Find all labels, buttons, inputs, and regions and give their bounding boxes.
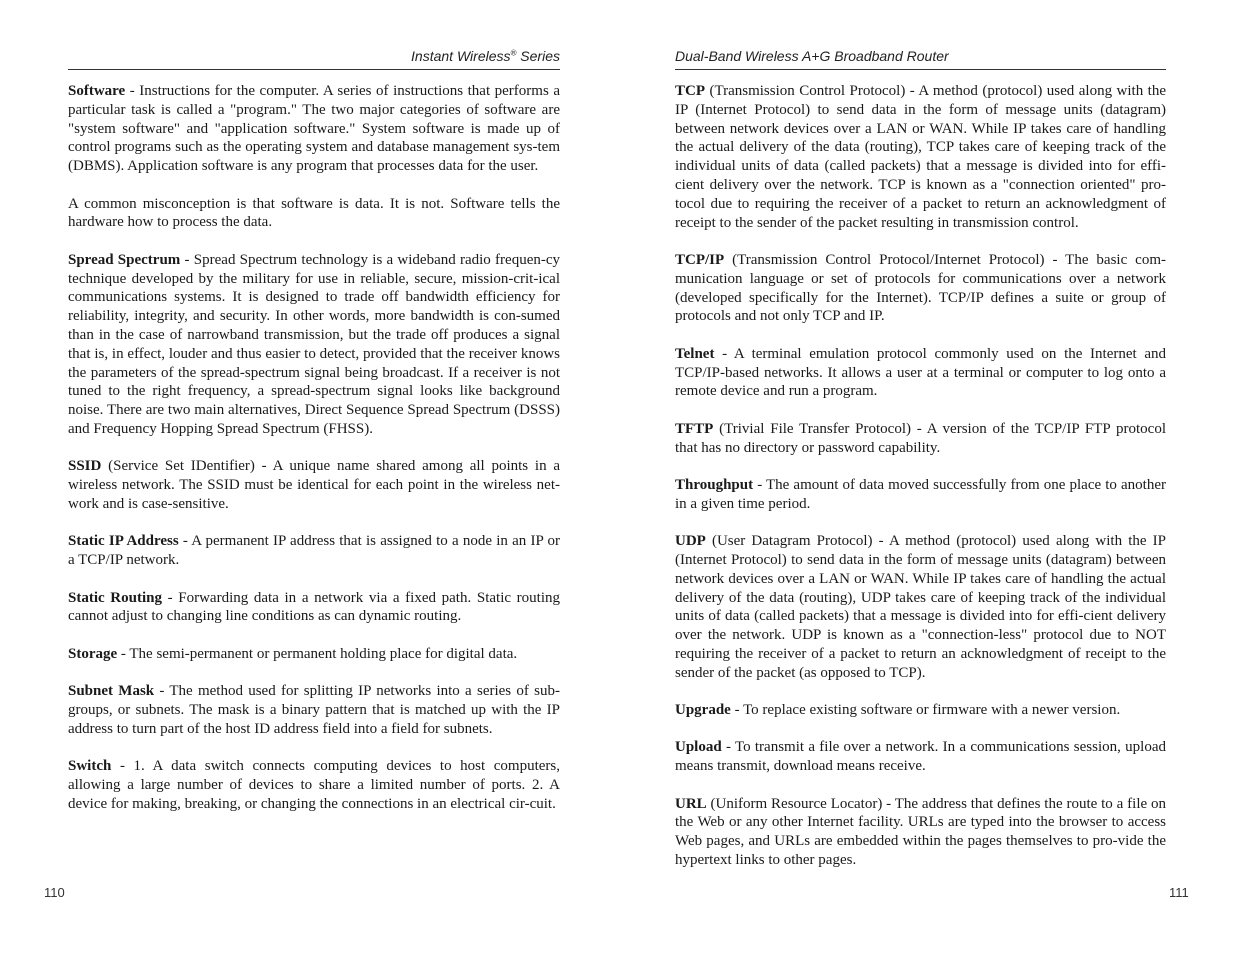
- entry-term: UDP: [675, 533, 706, 550]
- entry-definition: (User Datagram Protocol) - A method (protocol) used along with the IP (Internet Protocol) to send data in the form of message units (datagram) between network devices over a LAN or WAN. While IP takes care of handling the actual delivery of the data (routing), UDP takes care of keeping track of the individual units of data (called packets) that a message is divided into for effi-cient delivery over the network. UDP is known as a "connection-less" protocol due to NOT requiring the receiver of a packet to return an acknowledgment of receipt to the sender of the packet (as opposed to TCP).: [675, 533, 1166, 681]
- glossary-entry-software: [68, 82, 560, 176]
- registered-mark: ®: [510, 48, 517, 58]
- entry-definition: (Service Set IDentifier) - A unique name shared among all points in a wireless network. The SSID must be identical for each point in the wireless net-work and is case-sensitive.: [68, 458, 560, 512]
- glossary-entry-tcp: [675, 82, 1166, 232]
- entry-term: TCP: [675, 83, 705, 99]
- entry-term: Throughput: [675, 476, 754, 493]
- entry-definition: (Trivial File Transfer Protocol) - A version of the TCP/IP FTP protocol that has no directory or password capability.: [675, 420, 1166, 456]
- entry-definition: (Transmission Control Protocol) - A method (protocol) used along with the IP (Internet Protocol) to send data in the form of message units (datagram) between network devices over a LAN or WAN. While IP takes care of handling the actual delivery of the data (routing), TCP takes care of keeping track of the individual units of data (called packets) that a message is divided into for effi-cient delivery over the network. TCP is known as a "connection oriented" pro-tocol due to requiring the receiver of a packet to return an acknowledgment of receipt to the sender of the packet resulting in transmission control.: [675, 83, 1166, 231]
- entry-term: Telnet: [675, 345, 715, 362]
- entry-term: SSID: [68, 458, 102, 475]
- entry-definition: - To transmit a file over a network. In a communications session, upload means transmit, download means receive.: [675, 739, 1166, 775]
- entry-definition: - A permanent IP address that is assigned to a node in an IP or a TCP/IP network.: [68, 533, 560, 569]
- entry-term: Upload: [675, 739, 722, 756]
- header-title: Instant Wireless: [411, 48, 511, 64]
- entry-definition: A common misconception is that software is data. It is not. Software tells the hardware how to process the data.: [68, 195, 560, 231]
- page-header: [68, 48, 560, 70]
- page-header: [675, 48, 1166, 70]
- glossary-entry-tcp-ip: [675, 251, 1166, 326]
- glossary-entry-ssid: [68, 457, 560, 513]
- entry-definition: - A terminal emulation protocol commonly used on the Internet and TCP/IP-based networks. It allows a user at a terminal or computer to log onto a remote device and run a program.: [675, 345, 1166, 400]
- entry-definition: - To replace existing software or firmware with a newer version.: [730, 702, 1121, 719]
- entry-term: Upgrade: [675, 702, 731, 719]
- entry-definition: - Forwarding data in a network via a fixed path. Static routing cannot adjust to changing line conditions as can dynamic routing.: [68, 589, 560, 625]
- glossary-entry-subnet-mask: [68, 682, 560, 738]
- entry-term: Storage: [68, 645, 118, 662]
- entry-definition: - The method used for splitting IP networks into a series of sub-groups, or subnets. The mask is a binary pattern that is matched up with the IP address to turn part of the host ID address field into a field for subnets.: [68, 683, 560, 737]
- left-page: [0, 0, 617, 954]
- header-title: Dual-Band Wireless A+G Broadband Router: [675, 48, 949, 64]
- header-suffix: Series: [516, 48, 560, 64]
- glossary-content: [675, 82, 1166, 888]
- entry-term: Software: [68, 83, 126, 99]
- entry-term: URL: [675, 795, 707, 812]
- glossary-note-software: [68, 195, 560, 233]
- glossary-content: [68, 82, 560, 832]
- entry-term: TCP/IP: [675, 251, 725, 268]
- glossary-entry-static-ip: [68, 532, 560, 570]
- entry-definition: - Instructions for the computer. A series of instructions that performs a particular task is called a "program." The two major categories of software are "system software" and "application software." System software is made up of control programs such as the operating system and database management sys-tem (DBMS). Application software is any program that processes data for the user.: [68, 83, 560, 175]
- glossary-entry-tftp: [675, 420, 1166, 458]
- entry-term: Static Routing: [68, 589, 162, 606]
- glossary-entry-static-routing: [68, 589, 560, 627]
- entry-term: Spread Spectrum: [68, 251, 181, 268]
- entry-definition: - The semi-permanent or permanent holding place for digital data.: [117, 645, 518, 662]
- right-page: [617, 0, 1235, 954]
- entry-definition: - The amount of data moved successfully from one place to another in a given time period.: [675, 476, 1166, 512]
- entry-definition: - Spread Spectrum technology is a wideband radio frequen-cy technique developed by the military for use in reliable, secure, mission-crit-ical communications systems. It is designed to trade off bandwidth efficiency for reliability, integrity, and security. In other words, more bandwidth is con-sumed than in the case of narrowband transmission, but the trade off produces a signal that is, in effect, louder and thus easier to detect, provided that the receiver knows the parameters of the spread-spectrum signal being broadcast. If a receiver is not tuned to the right frequency, a spread-spectrum signal looks like background noise. There are two main alternatives, Direct Sequence Spread Spectrum (DSSS) and Frequency Hopping Spread Spectrum (FHSS).: [68, 251, 561, 437]
- page-number: 110: [44, 885, 65, 900]
- page-number: 111: [1169, 885, 1189, 900]
- entry-definition: (Transmission Control Protocol/Internet Protocol) - The basic com-munication language or set of protocols for communications over a network (developed specifically for the Internet). TCP/IP defines a suite or group of protocols and not only TCP and IP.: [675, 251, 1166, 325]
- glossary-entry-telnet: [675, 345, 1166, 401]
- glossary-entry-switch: [68, 757, 560, 813]
- glossary-entry-spread-spectrum: [68, 251, 560, 439]
- entry-term: Switch: [68, 758, 112, 775]
- entry-definition: - 1. A data switch connects computing devices to host computers, allowing a large number of devices to share a limited number of ports. 2. A device for making, breaking, or changing the connections in an electrical cir-cuit.: [68, 758, 560, 812]
- glossary-entry-url: [675, 795, 1166, 870]
- glossary-entry-upload: [675, 738, 1166, 776]
- glossary-entry-udp: [675, 532, 1166, 682]
- glossary-entry-upgrade: [675, 701, 1166, 720]
- entry-term: TFTP: [675, 420, 714, 437]
- entry-term: Static IP Address: [68, 533, 179, 550]
- entry-term: Subnet Mask: [68, 683, 155, 700]
- glossary-entry-storage: [68, 645, 560, 664]
- glossary-entry-throughput: [675, 476, 1166, 514]
- entry-definition: (Uniform Resource Locator) - The address that defines the route to a file on the Web or any other Internet facility. URLs are typed into the browser to access Web pages, and URLs are embedded within the pages themselves to pro-vide the hypertext links to other pages.: [675, 795, 1166, 869]
